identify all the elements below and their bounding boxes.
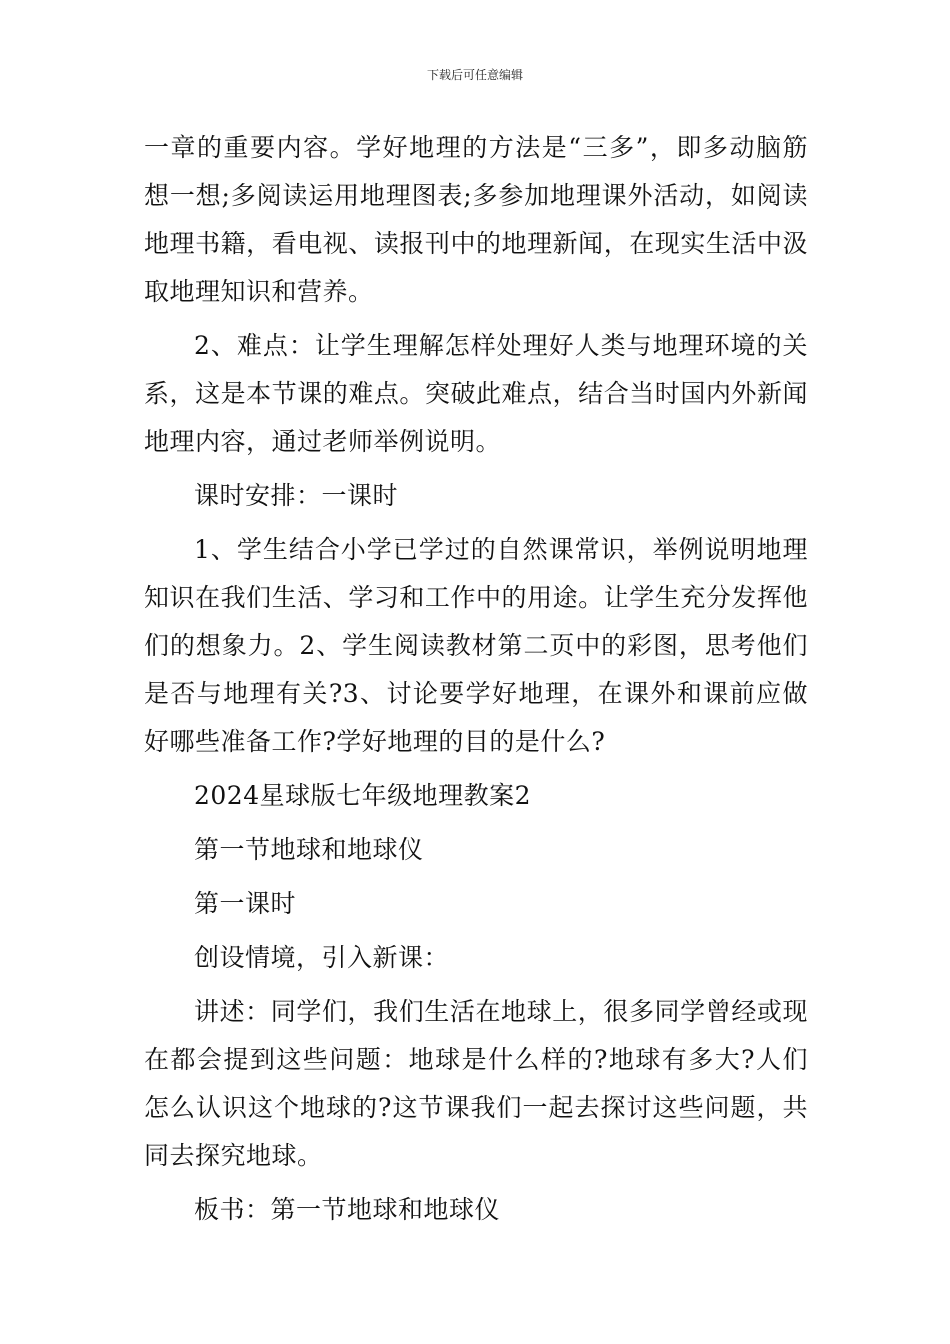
paragraph-blackboard: 板书：第一节地球和地球仪 — [194, 1195, 501, 1224]
lesson-intro-heading: 创设情境，引入新课： — [194, 943, 450, 972]
header-note: 下载后可任意编辑 — [426, 68, 523, 82]
paragraph-difficulty: 2、难点：让学生理解怎样处理好人类与地理环境的关系，这是本节课的难点。突破此难点，结合当时国内外新闻地理内容，通过老师举例说明。 — [144, 331, 808, 456]
paragraph-continued: 一章的重要内容。学好地理的方法是“三多”，即多动脑筋想一想;多阅读运用地理图表;多参加地理课外活动，如阅读地理书籍，看电视、读报刊中的地理新闻，在现实生活中汲取地理知识和营养。 — [144, 133, 808, 306]
lesson-title: 第一节地球和地球仪 — [194, 835, 424, 864]
document-body — [144, 124, 808, 1240]
paragraph-narration: 讲述：同学们，我们生活在地球上，很多同学曾经或现在都会提到这些问题：地球是什么样的?地球有多大?人们怎么认识这个地球的?这节课我们一起去探讨这些问题，共同去探究地球。 — [144, 997, 808, 1170]
paragraph-schedule: 课时安排：一课时 — [194, 481, 399, 510]
section-title: 2024星球版七年级地理教案2 — [194, 781, 532, 810]
lesson-period: 第一课时 — [194, 889, 297, 918]
paragraph-activities: 1、学生结合小学已学过的自然课常识，举例说明地理知识在我们生活、学习和工作中的用途。让学生充分发挥他们的想象力。2、学生阅读教材第二页中的彩图，思考他们是否与地理有关?3、讨论要学好地理，在课外和课前应做好哪些准备工作?学好地理的目的是什么? — [144, 535, 808, 756]
